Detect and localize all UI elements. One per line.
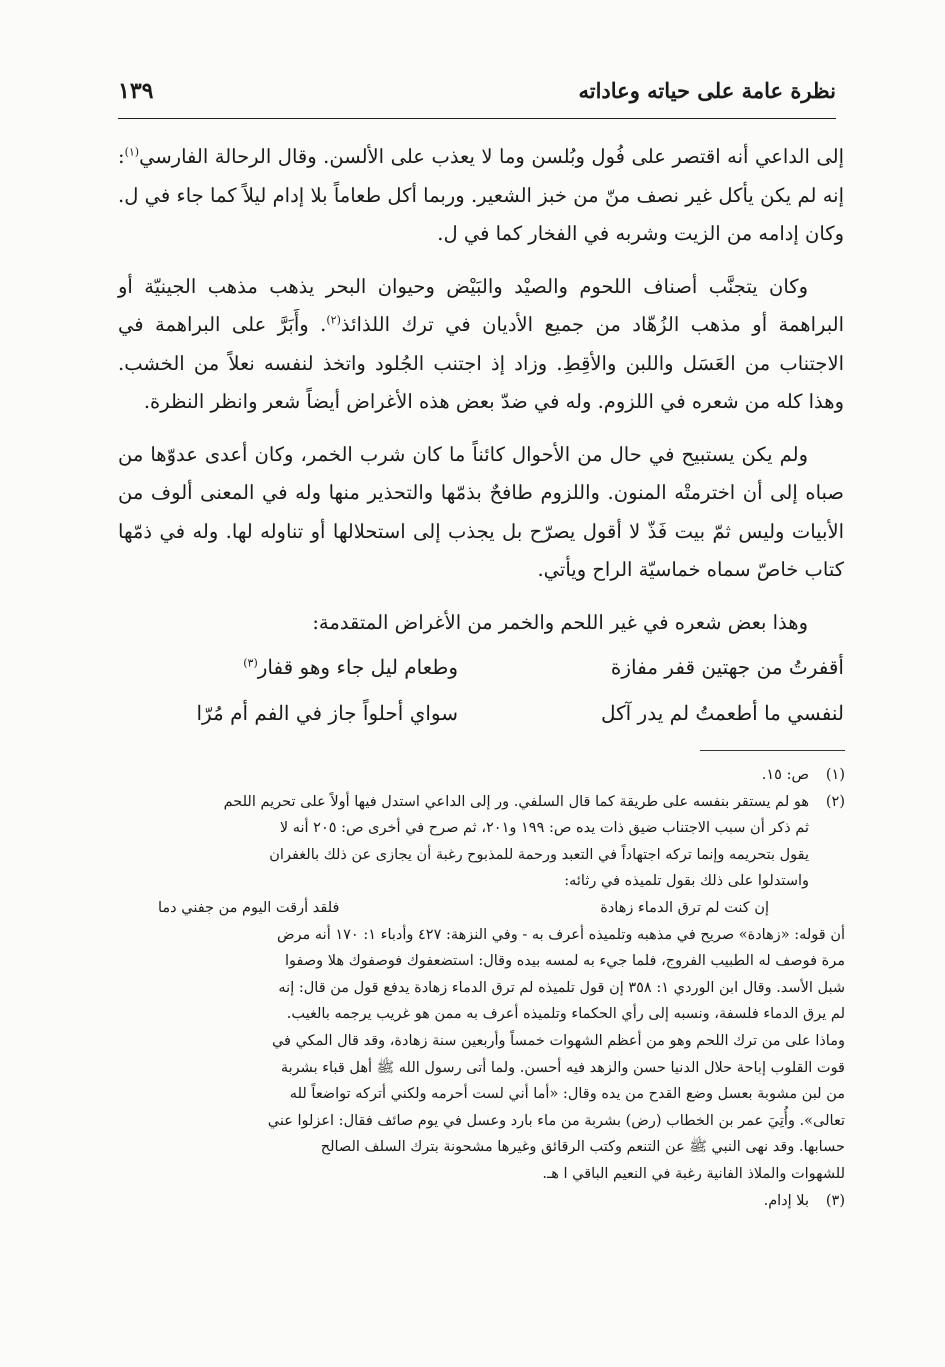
verse-1 bbox=[118, 644, 844, 690]
verse-1-second-hemistich bbox=[118, 648, 458, 687]
footnote-3-mark: (٣) bbox=[825, 1192, 845, 1209]
paragraph-4: وهذا بعض شعره في غير اللحم والخمر من الأغراض المتقدمة: bbox=[312, 610, 808, 634]
running-header bbox=[118, 78, 836, 112]
footnote-2-line: تعالى». وأُتِيَ عمر بن الخطاب (رض) بشربة من ماء بارد وعسل في يوم صائف فقال: اعزلوا عني bbox=[267, 1112, 845, 1129]
footnote-2-line: هو لم يستقر بنفسه على طريقة كما قال السلفي. ور إلى الداعي استدل فيها أولاً على تحريم اللحم bbox=[223, 793, 809, 810]
footnote-2-line: وماذا على من ترك اللحم وهو من أعظم الشهوات خمساً وأربعين سنة زهادة، وقد قال المكي في bbox=[271, 1032, 845, 1049]
footnote-2-line: يقول بتحريمه وإنما تركه اجتهاداً في التعبد ورحمة للمذبوح رغبة أن يجازى عن ذلك بالغفران bbox=[269, 846, 809, 863]
footnote-2-line: شبل الأسد. وقال ابن الوردي ١: ٣٥٨ إن قول تلميذه لم ترق الدماء زهادة يدفع قول من قال: إنه bbox=[278, 979, 845, 996]
footnote-rule bbox=[700, 750, 845, 751]
footnote-1-text: ص: ١٥. bbox=[761, 767, 809, 783]
footnote-ref-3[interactable]: (٣) bbox=[243, 656, 258, 670]
footnote-ref-2[interactable]: (٢) bbox=[326, 313, 341, 327]
paragraph-1-rest: : إنه لم يكن يأكل غير نصف منّ من خبز الشعير. وربما أكل طعاماً بلا إدام ليلاً كما جاء في ل. وكان إدامه من الزيت وشربه في الفخار كما في ل. bbox=[118, 145, 844, 245]
main-text bbox=[118, 138, 844, 736]
footnote-2-line: مرة فوصف له الطبيب الفروج، فلما جيء به لمسه بيده وقال: استضعفوك فوصفوك هلا وصفوا bbox=[285, 953, 845, 970]
footnote-ref-1[interactable]: (١) bbox=[124, 145, 140, 159]
footnote-2-text bbox=[118, 789, 809, 922]
footnote-2-line: حسابها. وقد نهى النبي ﷺ عن التنعم وكتب الرقائق وغيرها مشحونة بترك السلف الصالح bbox=[320, 1139, 845, 1156]
chapter-title: نظرة عامة على حياته وعاداته bbox=[578, 78, 836, 103]
footnote-3 bbox=[118, 1188, 845, 1215]
paragraph-1 bbox=[118, 138, 844, 254]
footnote-2-line: أن قوله: «زهادة» صريح في مذهبه وتلميذه أعرف به - وفي النزهة: ٤٢٧ وأدباء ١: ١٧٠ أنه مرض bbox=[276, 926, 845, 943]
footnote-2 bbox=[118, 789, 845, 922]
footnote-2-line: للشهوات والملاذ الفانية رغبة في النعيم الباقي ا هـ. bbox=[542, 1165, 845, 1182]
footnote-2-line: واستدلوا على ذلك بقول تلميذه في رثائه: bbox=[564, 873, 809, 890]
footnote-2-mark: (٢) bbox=[825, 793, 845, 810]
paragraph-3: ولم يكن يستبيح في حال من الأحوال كائناً ما كان شرب الخمر، وكان أعدى عدوّها من صباه إلى أن اخترمتْه المنون. واللزوم طافحٌ بذمّها والتحذير منها وله في المعنى ألوف من الأبيات وليس ثمّ بيت فَذّ لا أقول يصرّح بل يجذب إلى استحلالها أو تناوله لها. وله في ذمّها كتاب خاصّ سماه خماسيّة الراح ويأتي. bbox=[118, 442, 844, 581]
footnote-2-line: من لبن مشوبة بعسل وضع القدح من يده وقال: «أما أني لست أحرمه ولكني أتركه تواضعاً لله bbox=[289, 1086, 845, 1103]
footnotes bbox=[118, 762, 845, 1214]
footnote-2-verse bbox=[118, 895, 809, 922]
footnote-2-cont bbox=[118, 922, 845, 1188]
footnote-1-mark: (١) bbox=[825, 767, 845, 783]
page-number: ١٣٩ bbox=[118, 78, 154, 104]
footnote-2-line: لم يرق الدماء فلسفة، ونسبه إلى رأي الحكماء وتلميذه أعرف به ممن هو غريب يرجمه بالغيب. bbox=[286, 1006, 845, 1023]
footnote-2-continuation bbox=[118, 922, 845, 1188]
paragraph-1-text: إلى الداعي أنه اقتصر على فُول وبُلسن وما لا يعذب على الألسن. وقال الرحالة الفارسي bbox=[139, 145, 844, 168]
footnote-3-text: بلا إدام. bbox=[763, 1192, 809, 1209]
paragraph-2-rest: . وأَبَرَّ على البراهمة في الاجتناب من العَسَل واللبن والأقِطِ. وزاد إذ اجتنب الجُلود واتخذ لنفسه نعلاً من الخشب. وهذا كله من شعره في اللزوم. وله في ضدّ بعض هذه الأغراض أيضاً شعر وانظر النظرة. bbox=[118, 313, 844, 413]
paragraph-2 bbox=[118, 268, 844, 422]
verse-1-second-text: وطعام ليل جاء وهو قفار bbox=[257, 654, 458, 679]
footnote-2-verse-first: إن كنت لم ترق الدماء زهادة bbox=[600, 899, 769, 916]
poem bbox=[118, 644, 844, 736]
footnote-2-line: قوت القلوب إباحة حلال الدنيا حسن والزهد فيه أحسن. ولما أتى رسول الله ﷺ أهل قباء بشربة bbox=[280, 1059, 845, 1076]
verse-1-first-hemistich: أقفرتُ من جهتين قفر مفازة bbox=[610, 654, 844, 679]
footnote-1 bbox=[118, 762, 845, 789]
footnote-2-line: ثم ذكر أن سبب الاجتناب ضيق ذات يده ص: ١٩٩ و٢٠١، ثم صرح في أخرى ص: ٢٠٥ أنه لا bbox=[279, 820, 809, 837]
verse-2-first-hemistich: لنفسي ما أطعمتُ لم يدر آكل bbox=[600, 700, 844, 725]
verse-2-second-hemistich: سواي أحلواً جاز في الفم أم مُرّا bbox=[196, 700, 458, 725]
footnote-2-verse-second: فلقد أرقت اليوم من جفني دما bbox=[158, 899, 340, 916]
verse-2 bbox=[118, 690, 844, 736]
header-rule bbox=[118, 118, 836, 119]
paragraph-2-text: وكان يتجنَّب أصناف اللحوم والصيْد والبَيْض وحيوان البحر يذهب مذهب الجينيّة أو البراهمة أو مذهب الزُهّاد من جميع الأديان في ترك اللذائذ bbox=[118, 274, 844, 336]
